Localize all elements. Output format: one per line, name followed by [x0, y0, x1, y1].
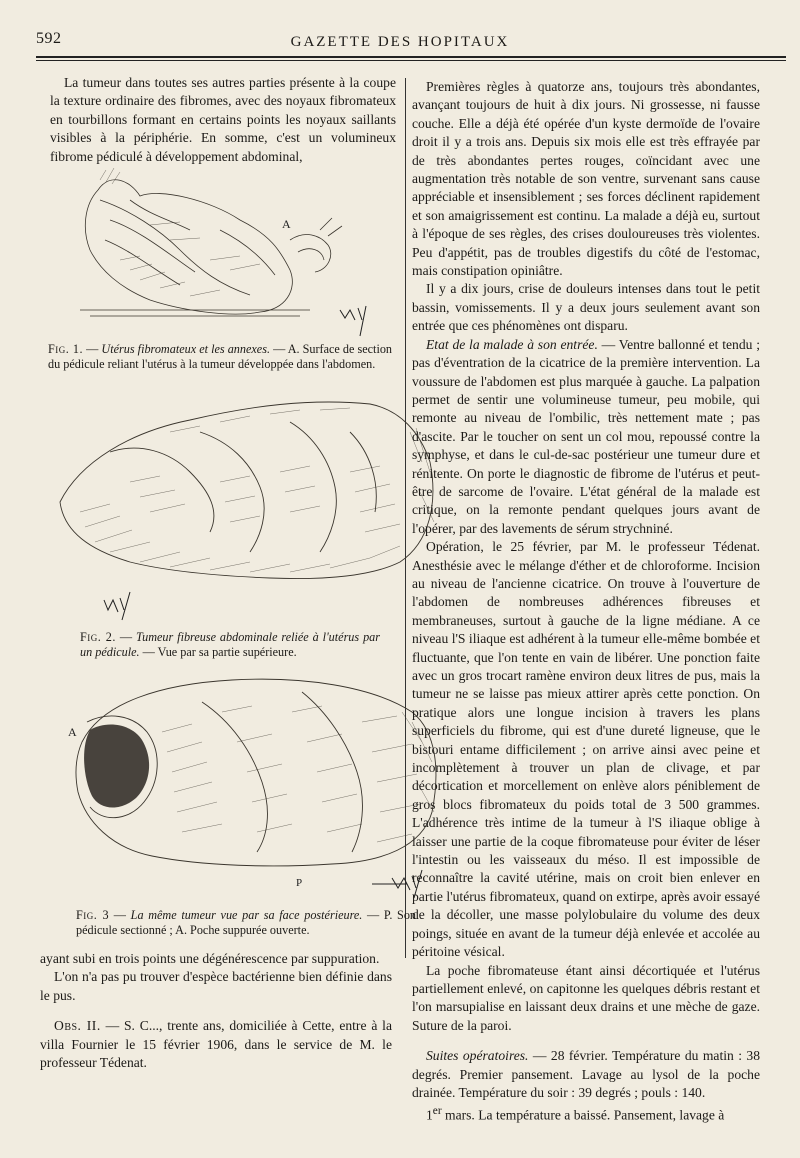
fig3-title: La même tumeur vue par sa face postérieure. — [130, 908, 363, 922]
figure-2-illustration — [50, 392, 440, 622]
paragraph-regles: Premières règles à quatorze ans, toujours très abondantes, avançant toujours de huit à dix jours. Ni grossesse, ni fausse couche. Elle a déjà été opérée d'un kyste dermoïde de l'ovaire droit il y a trois ans. Depuis six mois elle est très effrayée par de très abondantes pertes rouges, coïncidant avec une augmentation très notable de son ventre, survenant sans cause appréciable et insensiblement ; ses forces déclinent rapidement et son amaigrissement est continu. La malade a déjà eu, surtout à l'époque de ses règles, des crises douloureuses très violentes. Peu d'appétit, pas de troubles digestifs du côté de l'estomac, mais constipation opiniâtre. — [412, 79, 760, 279]
paragraph-observation — [40, 1017, 392, 1072]
right-upper-text — [412, 78, 760, 1125]
observation-label: Obs. II. — [54, 1018, 101, 1034]
paragraph-crise: Il y a dix jours, crise de douleurs intenses dans tout le petit bassin, vomissements. Il y a deux jours seulement avant son entrée que ces phénomènes ont disparu. — [412, 281, 760, 334]
etat-text: — Ventre ballonné et tendu ; pas d'éventration de la cicatrice de la première intervention. La voussure de l'abdomen est plus marquée à gauche. La palpation permet de sentir une volumineuse tumeur, peu mobile, qui remonte au niveau de l'ombilic, très nettement mate ; pas d'ascite. Par le toucher on sent un col mou, repoussé contre la symphyse, et dans le cul-de-sac postérieur une tumeur dure et rénitente. On porte le diagnostic de fibrome de l'utérus et peut-être de sarcome de l'ovaire. L'état général de la malade est critique, on la remonte pendant quelques jours avant de l'opérer, par des lavements de sérum strychniné. — [412, 336, 760, 536]
journal-title: GAZETTE DES HOPITAUX — [290, 34, 510, 50]
fig2-label: Fig. 2. — [80, 630, 116, 644]
paragraph-bacterie: L'on n'a pas pu trouver d'espèce bactérienne bien définie dans le pus. — [40, 969, 392, 1003]
suites-text: — 28 février. Température du matin : 38 degrés. Premier pansement. Lavage au lysol de la poche drainée. Température du soir : 39 degrés ; pouls : 140. — [412, 1048, 760, 1100]
paragraph-operation: Opération, le 25 février, par M. le professeur Tédenat. Anesthésie avec le mélange d'éther et de chloroforme. Incision au niveau de l'ancienne cicatrice. On trouve à l'ouverture de l'abdomen de nombreuses adhérences fibreuses et membraneuses, surtout à gauche de la ligne médiane. A ce niveau l'S iliaque est adhérent à la tumeur elle-même bombée et fluctuante, que l'on tente en vain de libérer. Une ponction faite avec un gros trocart ramène environ deux litres de pus, mais la tumeur ne se laisse pas mieux attirer après cette ponction. On pratique alors une longue incision à travers les plans superficiels du fibrome, qui est d'une dureté ligneuse, que le bistouri entame difficilement ; on arrive ainsi avec peine et incomplètement à trouver un plan de clivage, et par décortication et morcellement on enlève alors péniblement de gros blocs fibromateux du poids total de 3 500 grammes. L'adhérence très intime de la tumeur à l'S iliaque oblige à laisser une partie de la coque fibromateuse pour éviter de léser l'intestin ou les vaisseaux du méso. Il est impossible de reconnaître la cavité utérine, mais on croit bien enlever en partie l'utérus fibromateux, quand on extirpe, après avoir essayé de la décoller, une masse polylobulaire du volume des deux poings, située en avant de la tumeur déjà enlevée et accolée au péritoine vésical. — [412, 539, 760, 960]
paragraph-poche: La poche fibromateuse étant ainsi décortiquée et l'utérus partiellement enlevé, on capitonne les quelques débris restant et l'on marsupialise en laissant deux drains et une mèche de gaze. Suture de la paroi. — [412, 962, 760, 1033]
fig2-title: Tumeur fibreuse abdominale reliée à l'utérus par un pédicule. — [80, 630, 381, 659]
mars-text: mars. La température a baissé. Pansement, lavage à — [441, 1107, 725, 1123]
suites-heading: Suites opératoires. — [426, 1048, 529, 1064]
figure-1-caption: Fig. 1. — Utérus fibromateux et les annexes. — A. Surface de section du pédicule reliant l'utérus à la tumeur développée dans l'abdomen. — [48, 342, 393, 371]
left-closing-text — [40, 950, 392, 1072]
mars-day-suffix: er — [432, 1105, 442, 1118]
paragraph-suppuration: ayant subi en trois points une dégénérescence par suppuration. — [40, 951, 380, 966]
figure-3-caption: Fig. 3 — La même tumeur vue par sa face postérieure. — P. Son pédicule sectionné ; A. Poche suppurée ouverte. — [76, 908, 417, 937]
figure-3-illustration — [62, 672, 442, 902]
paragraph-etat — [412, 336, 760, 538]
paragraph-intro: La tumeur dans toutes ses autres parties présente à la coupe la texture ordinaire des fibromes, avec des noyaux fibromateux en tourbillons formant en certains points les noyaux saillants visibles à la périphérie. En somme, c'est un volumineux fibrome pédiculé à développement abdominal, — [50, 75, 396, 164]
engraver-signature-icon — [340, 306, 366, 336]
header-rule-thin — [36, 60, 786, 61]
observation-text: — S. C..., trente ans, domiciliée à Cette, entre à la villa Fournier le 15 février 1906, dans le service de M. le professeur Tédenat. — [40, 1018, 392, 1071]
paragraph-suites — [412, 1047, 760, 1102]
page-number: 592 — [36, 30, 62, 47]
fig3-marker-a: A — [68, 725, 77, 739]
fig1-label: Fig. 1. — [48, 342, 84, 356]
fig1-marker-a: A — [282, 217, 291, 231]
figure-2-caption: Fig. 2. — Tumeur fibreuse abdominale reliée à l'utérus par un pédicule. — Vue par sa partie supérieure. — [80, 630, 381, 659]
fig1-description: — A. Surface de section du pédicule reliant l'utérus à la tumeur développée dans l'abdomen. — [48, 342, 393, 371]
etat-heading: Etat de la malade à son entrée. — [426, 336, 598, 352]
fig3-description: — P. Son pédicule sectionné ; A. Poche suppurée ouverte. — [76, 908, 417, 937]
paragraph-mars — [412, 1102, 760, 1125]
left-intro-text — [50, 74, 396, 166]
engraver-signature-icon — [104, 592, 130, 620]
mars-day: 1 — [426, 1107, 433, 1123]
fig2-description: — Vue par sa partie supérieure. — [142, 645, 297, 659]
figure-1-illustration — [70, 160, 380, 340]
fig1-title: Utérus fibromateux et les annexes. — [101, 342, 270, 356]
fig3-label: Fig. 3 — [76, 908, 110, 922]
header-rule — [36, 56, 786, 58]
fig3-marker-p: P — [296, 877, 303, 889]
